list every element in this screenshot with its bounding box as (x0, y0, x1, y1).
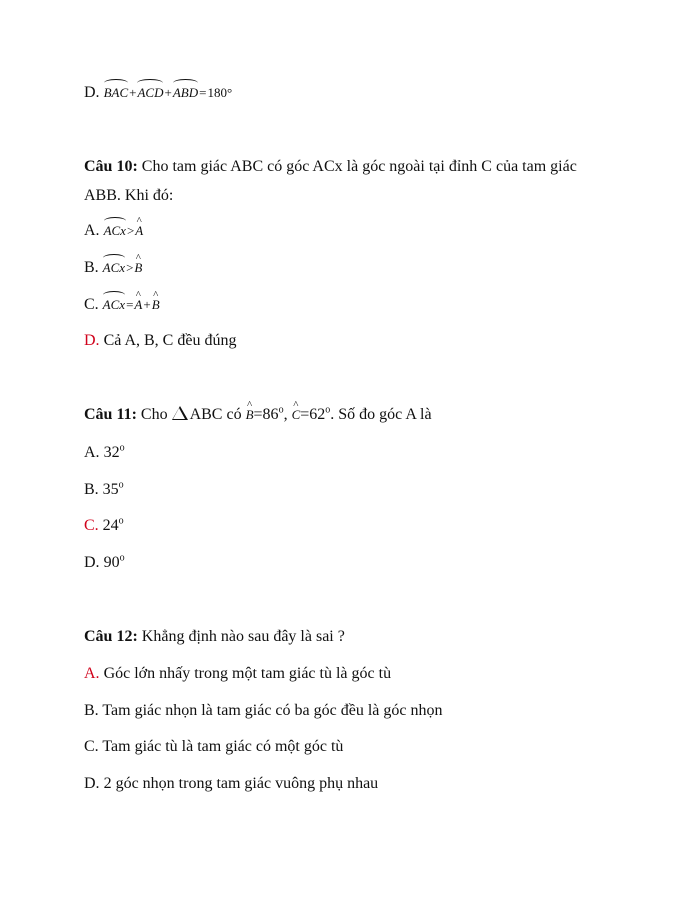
greater-sign: > (126, 260, 134, 275)
angle-b-hat: ^ B (152, 295, 160, 315)
option-value: 24 (98, 517, 119, 534)
option-letter-correct: D. (84, 332, 100, 349)
equals-sign: = (199, 85, 207, 100)
separator: , (283, 406, 292, 423)
option-letter: A. (84, 222, 100, 239)
option-letter: D. (84, 554, 100, 571)
angle-a-hat: ^ A (134, 295, 142, 315)
angle-abd: ABD (173, 83, 198, 103)
angle-b-hat: ^ B (246, 405, 254, 425)
q10-option-d (84, 331, 236, 351)
angle-acx: ACx (103, 295, 125, 315)
option-letter: B. (84, 702, 99, 719)
q12-option-a (84, 664, 391, 684)
degree-mark: o (118, 515, 124, 527)
triangle-icon (172, 406, 188, 420)
question-11-line (84, 405, 432, 425)
q11-option-b (84, 480, 124, 500)
q11-option-a (84, 443, 125, 463)
angle-c-hat: ^ C (292, 405, 301, 425)
option-letter: B. (84, 481, 99, 498)
angle-b-value: =86 (253, 406, 279, 423)
q12-option-c (84, 737, 343, 757)
option-letter: D. (84, 84, 100, 101)
question-10-line2 (84, 186, 173, 206)
prev-option-d (84, 83, 232, 103)
option-value: 32 (99, 444, 120, 461)
option-text: Góc lớn nhấy trong một tam giác tù là góc tù (99, 665, 392, 682)
option-letter: C. (84, 296, 99, 313)
question-12-text: Khẳng định nào sau đây là sai ? (137, 628, 345, 645)
option-letter: C. (84, 738, 99, 755)
q12-option-d (84, 774, 378, 794)
angle-b-hat: ^ B (134, 258, 142, 278)
option-letter-correct: A. (84, 665, 100, 682)
angle-acx: ACx (103, 258, 125, 278)
option-text: Tam giác tù là tam giác có một góc tù (98, 738, 344, 755)
option-letter: B. (84, 259, 99, 276)
question-11-label: Câu 11: (84, 406, 137, 423)
option-value: 90 (99, 554, 120, 571)
angle-acd: ACD (137, 83, 163, 103)
degree-mark: o (118, 479, 124, 491)
option-text: Tam giác nhọn là tam giác có ba góc đều là góc nhọn (98, 702, 443, 719)
q11-option-d (84, 553, 125, 573)
degree-mark: o (278, 404, 284, 416)
degree-mark: o (119, 442, 125, 454)
angle-sum-value: 180° (207, 85, 233, 100)
question-10-text: Cho tam giác ABC có góc ACx là góc ngoài tại đỉnh C của tam giác (137, 158, 577, 175)
angle-c-value: =62 (300, 406, 326, 423)
plus-sign: + (129, 85, 137, 100)
question-10-line1 (84, 157, 577, 177)
option-text: Cả A, B, C đều đúng (99, 332, 237, 349)
angle-bac: BAC (104, 83, 129, 103)
option-letter: D. (84, 775, 100, 792)
question-11-text-pre: Cho (136, 406, 172, 423)
degree-mark: o (119, 552, 125, 564)
greater-sign: > (126, 223, 135, 238)
option-letter-correct: C. (84, 517, 99, 534)
option-text: 2 góc nhọn trong tam giác vuông phụ nhau (99, 775, 379, 792)
q11-option-c (84, 516, 124, 536)
plus-sign: + (164, 85, 172, 100)
question-11-text-post: . Số đo góc A là (330, 406, 432, 423)
angle-acx: ACx (104, 221, 126, 241)
question-10-text-cont: ABB. Khi đó: (84, 187, 174, 204)
triangle-name: ABC có (189, 406, 246, 423)
question-12-label: Câu 12: (84, 628, 138, 645)
equals-sign: = (126, 297, 134, 312)
option-letter: A. (84, 444, 100, 461)
question-12-line (84, 627, 345, 647)
q10-option-a (84, 221, 143, 241)
question-10-label: Câu 10: (84, 158, 138, 175)
angle-a-hat: ^ A (135, 221, 143, 241)
option-value: 35 (98, 481, 119, 498)
degree-mark: o (325, 404, 331, 416)
q10-option-b (84, 258, 142, 278)
plus-sign: + (143, 297, 151, 312)
q10-option-c (84, 295, 160, 315)
q12-option-b (84, 701, 442, 721)
